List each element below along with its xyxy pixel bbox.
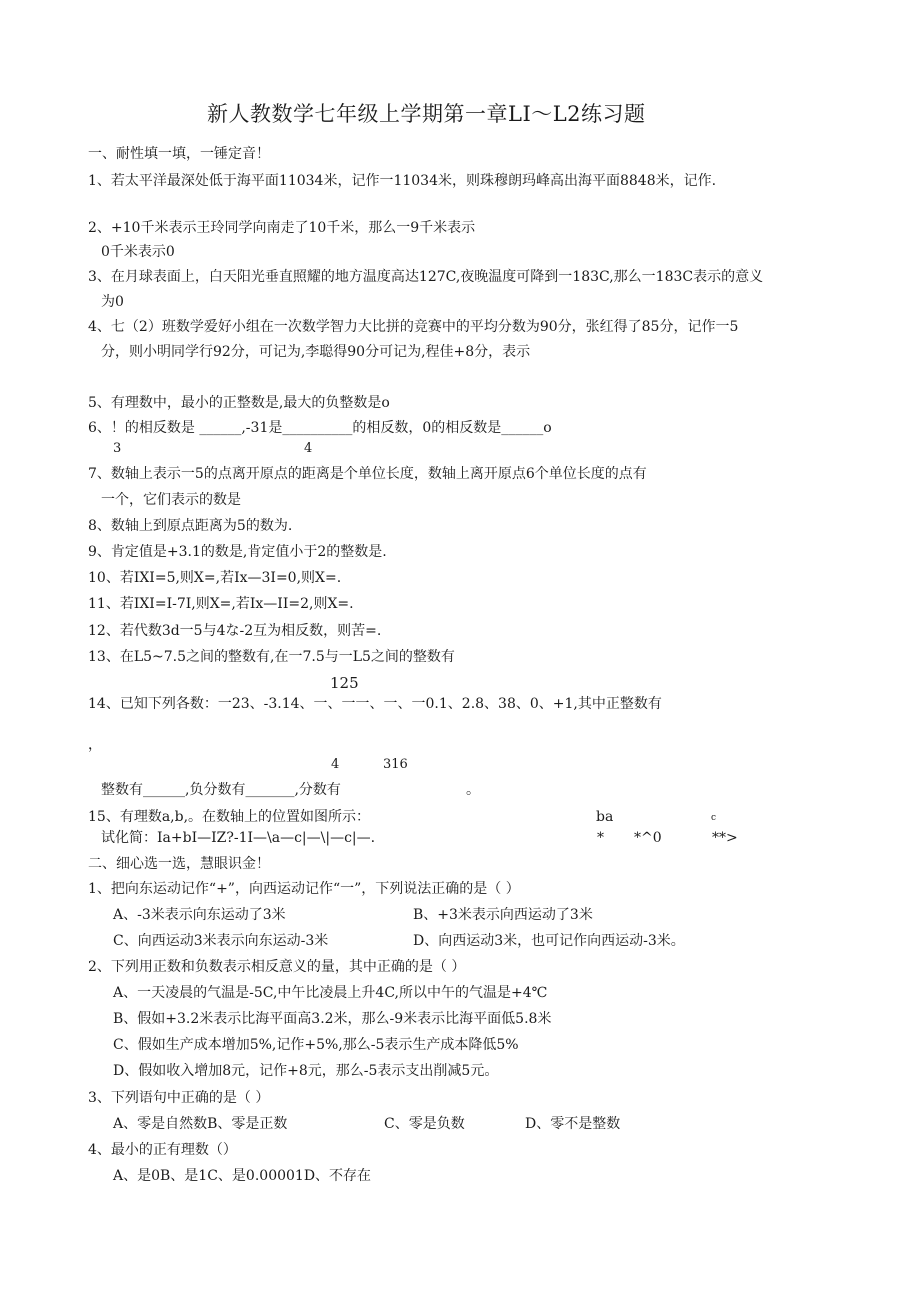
section-heading-fill: 一、耐性填一填，一锤定音！ xyxy=(88,146,270,162)
choice-2-option-c: C、假如生产成本增加5%,记作+5%,那么-5表示生产成本降低5% xyxy=(113,1037,519,1053)
section-heading-choice: 二、细心选一选，慧眼识金！ xyxy=(88,856,270,872)
choice-question-2: 2、下列用正数和负数表示相反意义的量，其中正确的是（ ） xyxy=(88,959,466,975)
question-14-comma: ， xyxy=(88,737,102,753)
choice-question-1: 1、把向东运动记作“+”，向西运动记作“一”，下列说法正确的是（ ） xyxy=(88,881,520,897)
question-15-line-1: 15、有理数a,b,。在数轴上的位置如图所示： xyxy=(88,809,371,825)
question-2-line-1: 2、+10千米表示王玲同学向南走了10千米，那么一9千米表示 xyxy=(88,220,476,236)
question-14-denominators-316: 316 xyxy=(383,757,408,772)
choice-1-option-d: D、向西运动3米，也可记作向西运动-3米。 xyxy=(413,933,685,949)
question-3-line-1: 3、在月球表面上，白天阳光垂直照耀的地方温度高达127C,夜晚温度可降到一183C,那么一183C表示的意义 xyxy=(88,269,764,285)
number-line-arrow: **> xyxy=(712,830,738,846)
question-13: 13、在L5~7.5之间的整数有,在一7.5与一L5之间的整数有 xyxy=(88,649,455,665)
question-12: 12、若代数3d一5与4な-2互为相反数，则苦=. xyxy=(88,623,382,639)
choice-1-option-b: B、+3米表示向西运动了3米 xyxy=(413,907,593,923)
question-6-denominator-3: 3 xyxy=(113,441,122,456)
question-14-numerators: 125 xyxy=(330,674,359,692)
choice-question-4: 4、最小的正有理数（） xyxy=(88,1142,237,1158)
question-7-line-1: 7、数轴上表示一5的点离开原点的距离是个单位长度，数轴上离开原点6个单位长度的点有 xyxy=(88,466,647,482)
choice-4-options: A、是0B、是1C、是0.00001D、不存在 xyxy=(113,1168,372,1184)
choice-2-option-a: A、一天凌晨的气温是-5C,中午比凌晨上升4C,所以中午的气温是+4℃ xyxy=(113,985,548,1001)
page-title: 新人教数学七年级上学期第一章LI～L2练习题 xyxy=(207,102,646,126)
question-15-line-2: 试化简：Ia+bI—IZ?-1I—\a—c|—\|—c|—. xyxy=(101,830,376,846)
question-11: 11、若IXI=I-7I,则X=,若Ix—II=2,则X=. xyxy=(88,596,354,612)
choice-3-option-d: D、零不是整数 xyxy=(525,1116,621,1132)
choice-1-option-c: C、向西运动3米表示向东运动-3米 xyxy=(113,933,329,949)
choice-2-option-b: B、假如+3.2米表示比海平面高3.2米，那么-9米表示比海平面低5.8米 xyxy=(113,1011,552,1027)
question-7-line-2: 一个，它们表示的数是 xyxy=(101,492,241,508)
choice-question-3: 3、下列语句中正确的是（ ） xyxy=(88,1090,270,1106)
number-line-label-c: c xyxy=(711,813,717,823)
question-6: 6、！的相反数是 ______,-31是__________的相反数，0的相反数是______o xyxy=(88,420,552,436)
question-5: 5、有理数中，最小的正整数是,最大的负整数是o xyxy=(88,395,390,411)
choice-3-options-a-b: A、零是自然数B、零是正数 xyxy=(113,1116,288,1132)
choice-1-option-a: A、-3米表示向东运动了3米 xyxy=(113,907,286,923)
question-8: 8、数轴上到原点距离为5的数为. xyxy=(88,518,293,534)
question-10: 10、若IXI=5,则X=,若Ix—3I=0,则X=. xyxy=(88,570,342,586)
question-14-line-1: 14、已知下列各数：一23、-3.14、一、一一、一、一0.1、2.8、38、0、+1,其中正整数有 xyxy=(88,696,662,712)
question-4-line-2: 分，则小明同学行92分，可记为,李聪得90分可记为,程佳+8分，表示 xyxy=(101,344,531,360)
question-14-line-2: 整数有______,负分数有_______,分数有 xyxy=(101,782,341,798)
number-line-point-a: * xyxy=(597,830,604,846)
choice-2-option-d: D、假如收入增加8元，记作+8元，那么-5表示支出削减5元。 xyxy=(113,1063,499,1079)
question-3-line-2: 为0 xyxy=(101,294,124,310)
question-1: 1、若太平洋最深处低于海平面11034米，记作一11034米，则珠穆朗玛峰高出海平面8848米，记作. xyxy=(88,173,717,189)
number-line-origin: *^0 xyxy=(634,830,662,846)
question-2-line-2: 0千米表示0 xyxy=(101,244,175,260)
question-9: 9、肯定值是+3.1的数是,肯定值小于2的整数是. xyxy=(88,544,387,560)
question-6-denominator-4: 4 xyxy=(304,441,313,456)
question-4-line-1: 4、七（2）班数学爱好小组在一次数学智力大比拼的竞赛中的平均分数为90分，张红得了85分，记作一5 xyxy=(88,319,739,335)
question-14-denominator-4: 4 xyxy=(331,757,340,772)
question-14-end-mark: 。 xyxy=(466,782,480,798)
choice-3-option-c: C、零是负数 xyxy=(384,1116,465,1132)
number-line-label-ba: ba xyxy=(596,809,614,825)
